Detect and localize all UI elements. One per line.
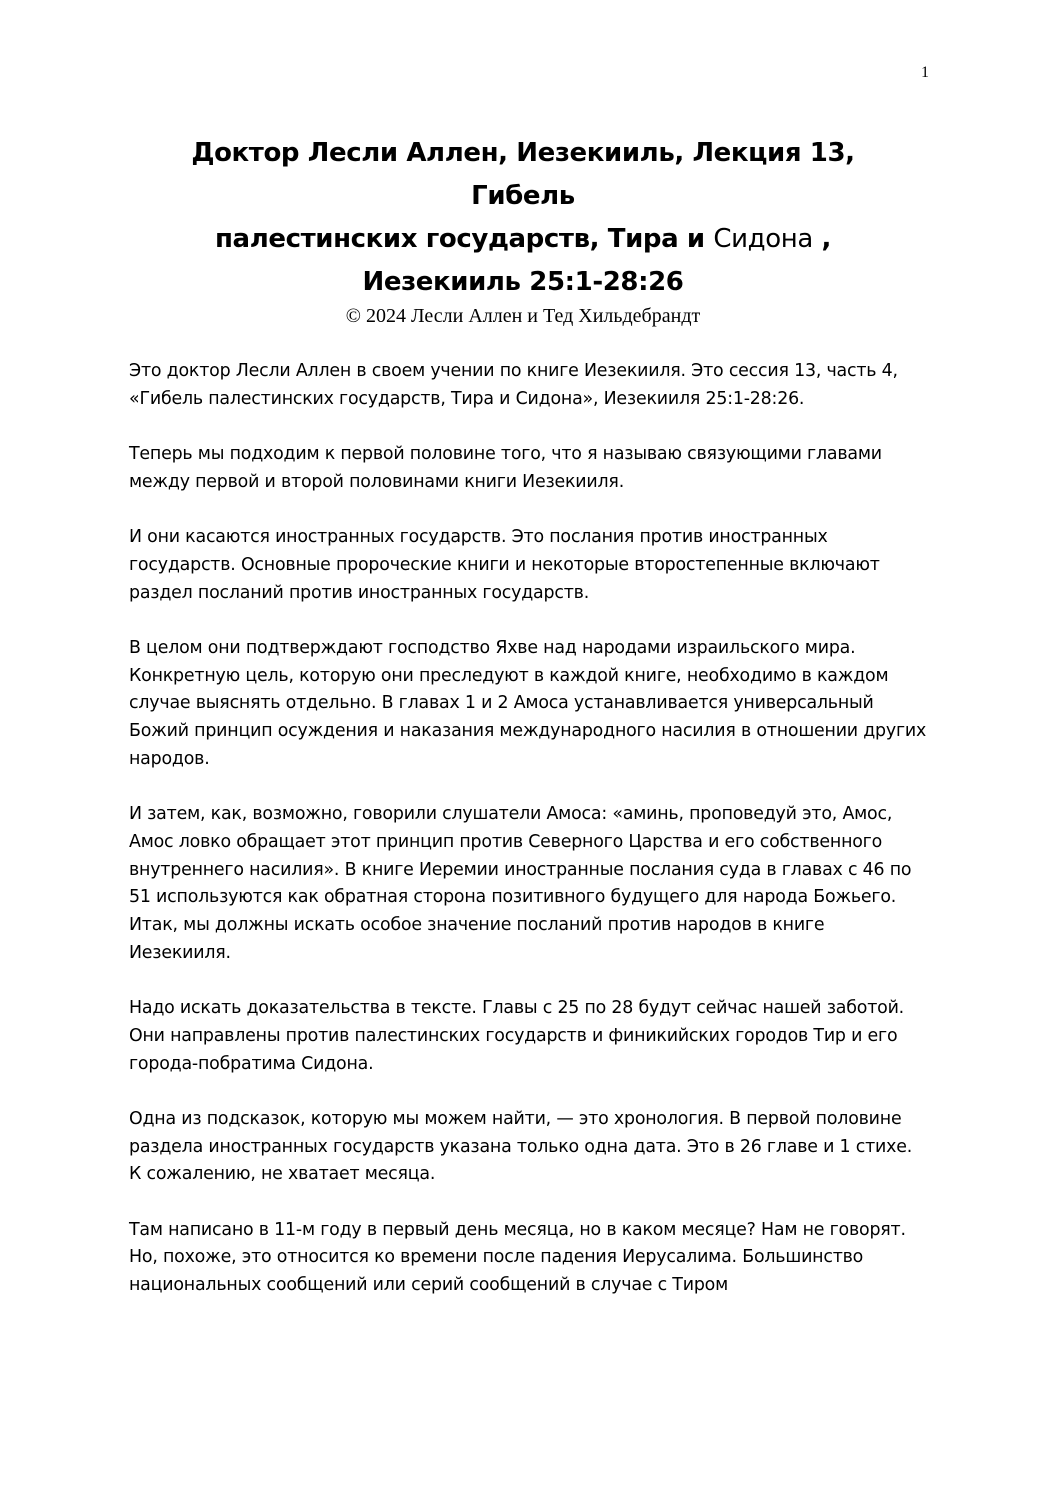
paragraph: Надо искать доказательства в тексте. Главы с 25 по 28 будут сейчас нашей заботой. Они направлены против палестинских государств и финикийских городов Тир и его города-побратима Сидона. <box>129 998 905 1074</box>
paragraph: И затем, как, возможно, говорили слушатели Амоса: «аминь, проповедуй это, Амос, Амос ловко обращает этот принцип против Северного Царства и его собственного внутреннего насилия». В книге Иеремии иностранные послания суда в главах с 46 по 51 используются как обратная сторона позитивного будущего для народа Божьего. Итак, мы должны искать особое значение посланий против народов в книге Иезекииля. <box>129 804 912 963</box>
title-line-3-tail: , <box>812 224 831 254</box>
title-line-3 <box>120 218 926 261</box>
document-body <box>129 358 929 1327</box>
title-line-1: Доктор Лесли Аллен, Иезекииль, Лекция 13, <box>191 138 855 168</box>
paragraph: Это доктор Лесли Аллен в своем учении по книге Иезекииля. Это сессия 13, часть 4, «Гибель палестинских государств, Тира и Сидона», Иезекииля 25:1-28:26. <box>129 361 898 409</box>
paragraph: В целом они подтверждают господство Яхве над народами израильского мира. Конкретную цель, которую они преследуют в каждой книге, необходимо в каждом случае выяснять отдельно. В главах 1 и 2 Амоса устанавливается универсальный Божий принцип осуждения и наказания международного насилия в отношении других народов. <box>129 637 927 769</box>
document-header <box>120 132 926 328</box>
title-line-3-normal: Сидона <box>713 224 813 254</box>
paragraph: Одна из подсказок, которую мы можем найти, — это хронология. В первой половине раздела иностранных государств указана только одна дата. Это в 26 главе и 1 стихе. К сожалению, не хватает месяца. <box>129 1108 913 1185</box>
paragraph: И они касаются иностранных государств. Это послания против иностранных государств. Основные пророческие книги и некоторые второстепенные включают раздел посланий против иностранных государств. <box>129 527 880 603</box>
page-number: 1 <box>921 64 929 81</box>
copyright-notice: © 2024 Лесли Аллен и Тед Хильдебрандт <box>345 305 701 327</box>
paragraph: Теперь мы подходим к первой половине того, что я называю связующими главами между первой и второй половинами книги Иезекииля. <box>129 444 882 492</box>
paragraph: Там написано в 11-м году в первый день месяца, но в каком месяце? Нам не говорят. Но, похоже, это относится ко времени после падения Иерусалима. Большинство национальных сообщений или серий сообщений в случае с Тиром <box>129 1219 906 1296</box>
title-line-3-bold: палестинских государств, Тира и <box>214 224 714 254</box>
title-line-2: Гибель <box>471 181 575 211</box>
title-line-4: Иезекииль 25:1-28:26 <box>362 267 684 297</box>
